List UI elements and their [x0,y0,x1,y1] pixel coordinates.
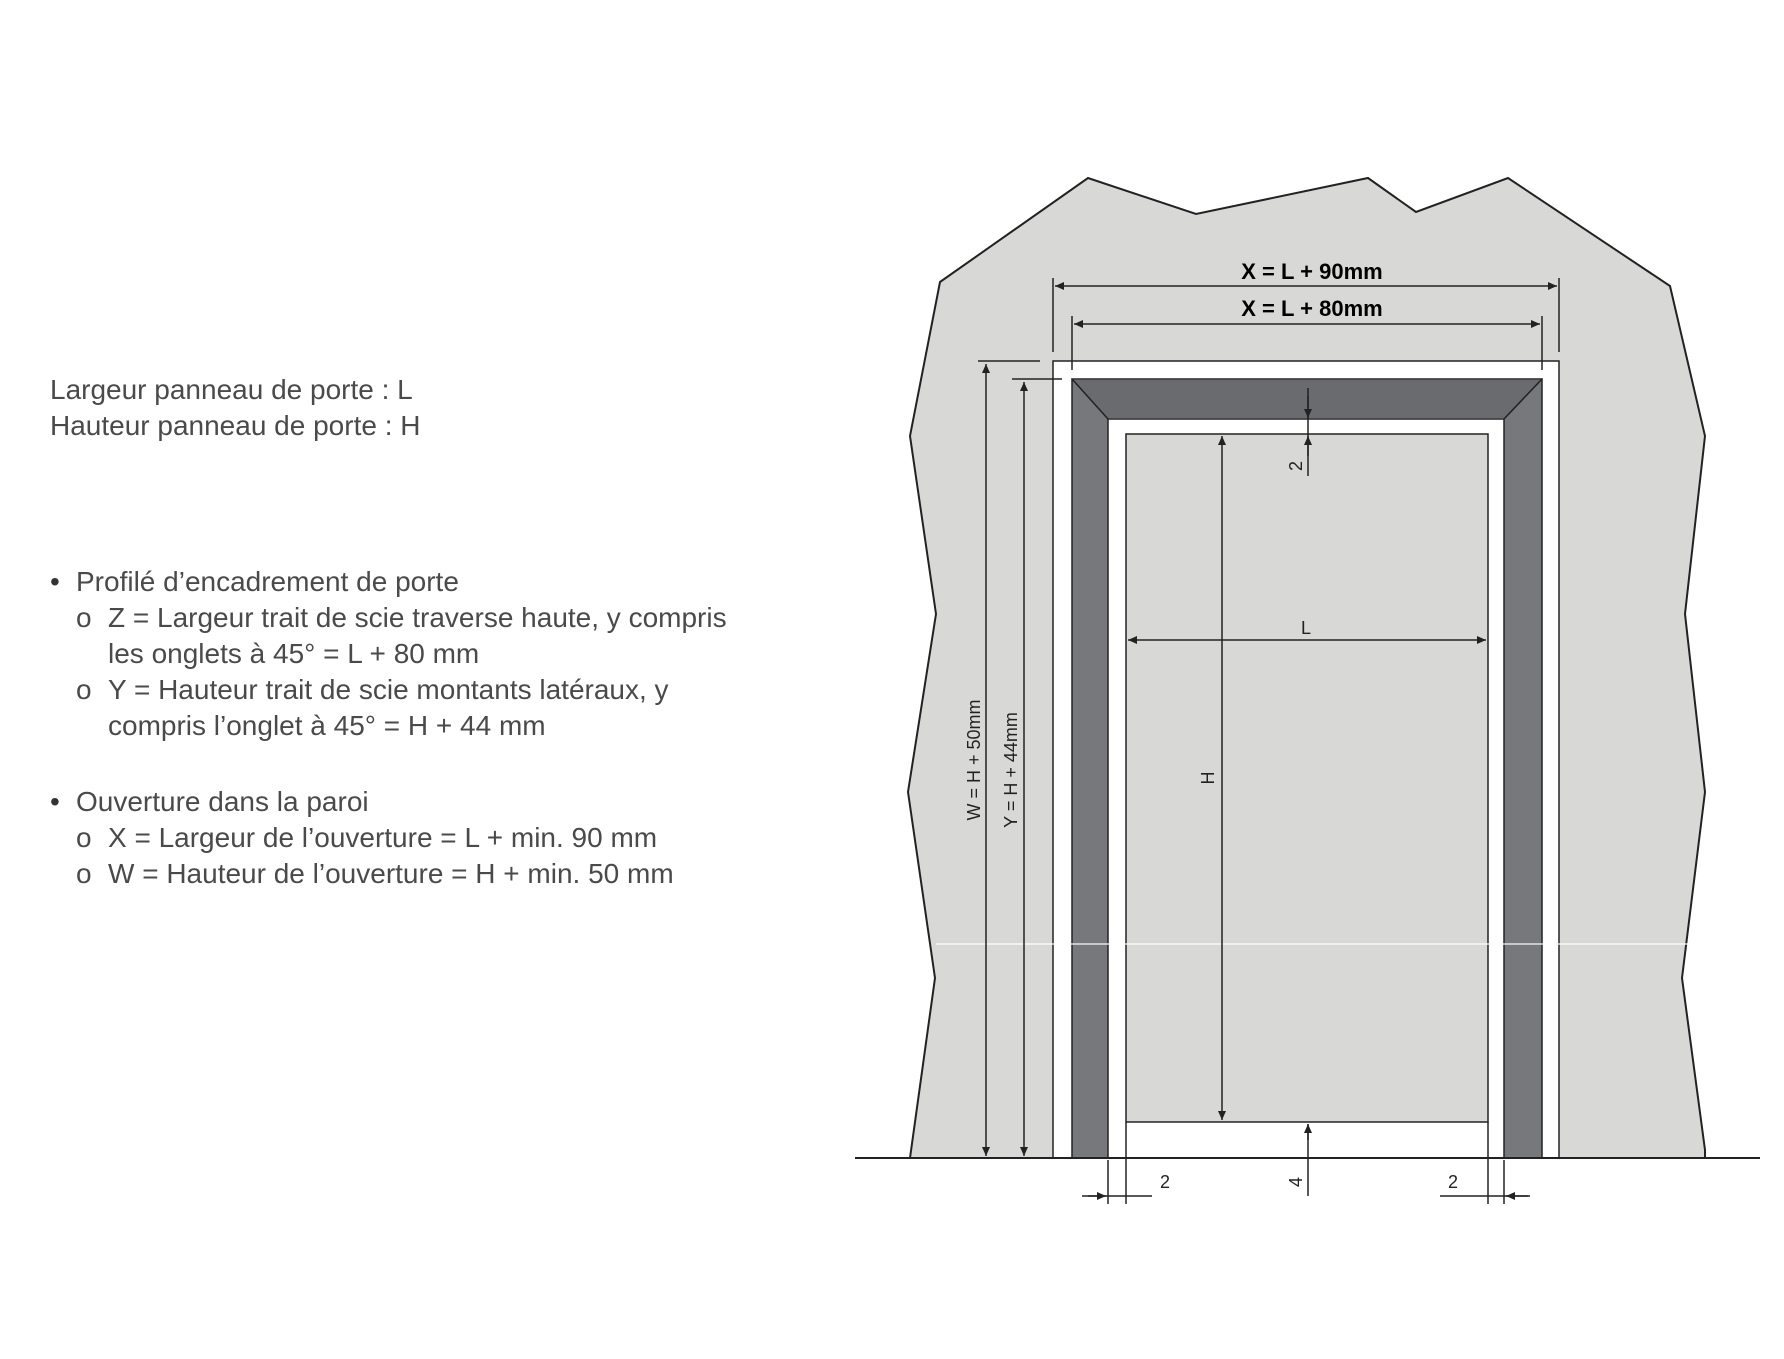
panel-height-label: H [1198,771,1218,785]
item-text: Z = Largeur trait de scie traverse haute, y compris [108,602,727,633]
w-height-label: W = H + 50mm [964,699,984,821]
panel-width-line: Largeur panneau de porte : L [50,374,413,405]
x-frame-label: X = L + 80mm [1241,296,1383,321]
y-height-label: Y = H + 44mm [1001,712,1021,828]
sub-marker: o [76,674,92,705]
item-text: W = Hauteur de l’ouverture = H + min. 50 mm [108,858,674,889]
door-panel [1126,434,1488,1122]
gap-bottom-label: 4 [1286,1176,1306,1188]
item-text: X = Largeur de l’ouverture = L + min. 90 mm [108,822,658,853]
miter-top-band [1072,379,1542,419]
item-continuation: les onglets à 45° = L + 80 mm [108,638,480,669]
gap-right-label: 2 [1448,1172,1459,1192]
item-text: Y = Hauteur trait de scie montants latéraux, y [108,674,669,705]
gap-left-label: 2 [1160,1172,1171,1192]
sub-marker: o [76,822,92,853]
gap-top-label: 2 [1286,460,1306,472]
x-opening-label: X = L + 90mm [1241,259,1383,284]
bullet-title: • Profilé d’encadrement de porte [50,564,810,600]
sub-marker: o [76,602,92,633]
panel-width-label: L [1300,618,1312,638]
sub-marker: o [76,858,92,889]
panel-height-line: Hauteur panneau de porte : H [50,410,421,441]
bullet-title: • Ouverture dans la paroi [50,784,810,820]
item-continuation: compris l’onglet à 45° = H + 44 mm [108,710,546,741]
